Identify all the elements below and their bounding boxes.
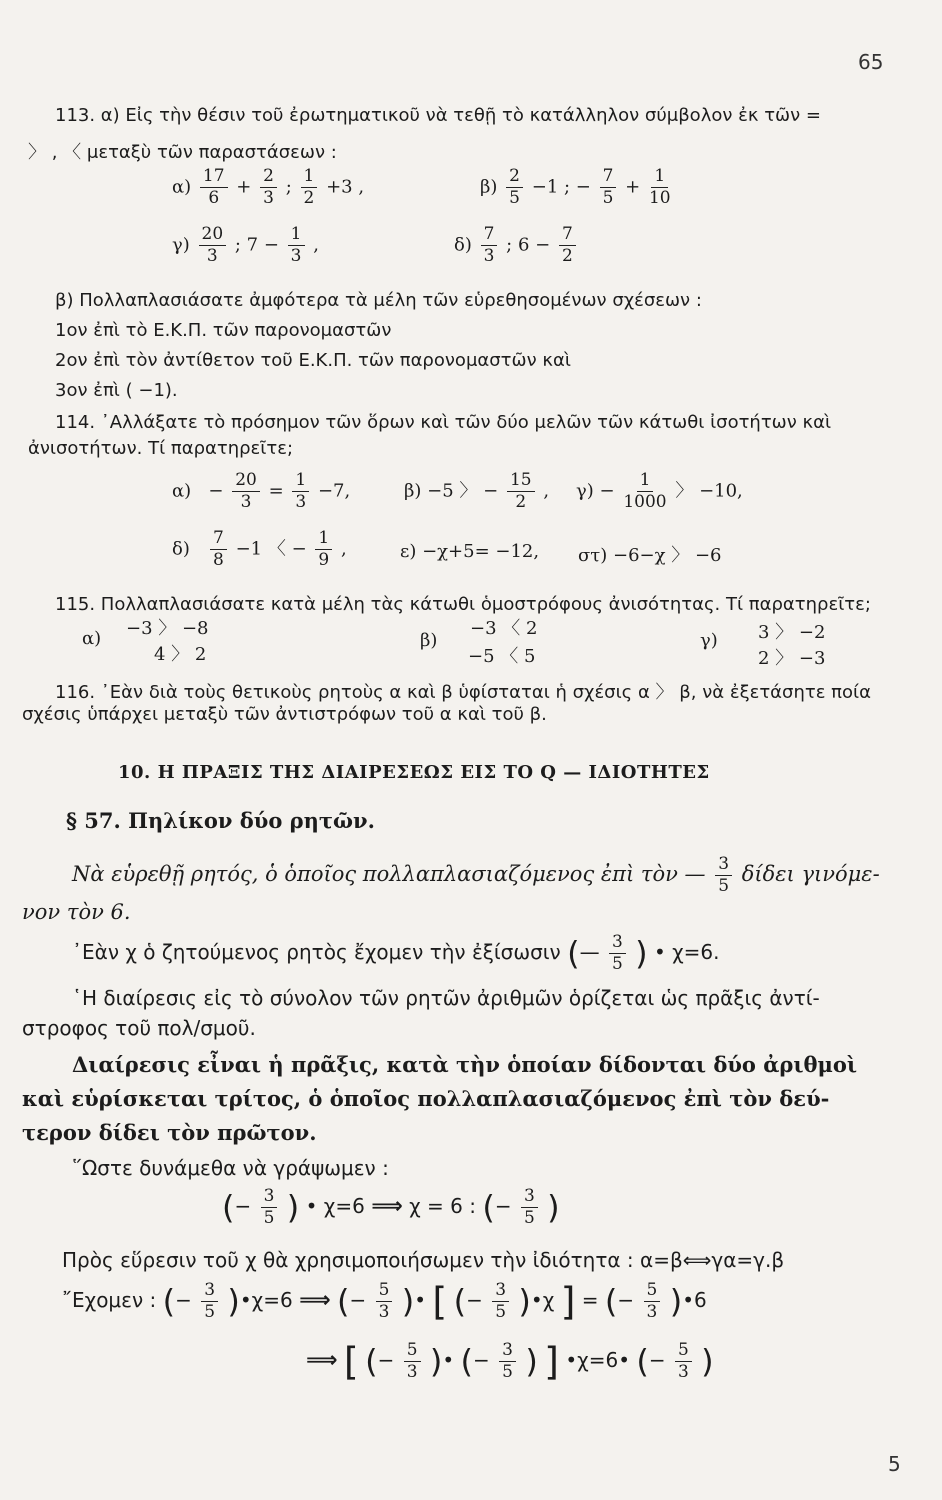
equation-2: ῎Εχομεν : (− $\frac{3}{5}$ )•χ=6 ⟹ (− $\frac{5}{3}$ )• [ (− $\frac{3}{5}$ )•χ ] = (− $\frac{5}{3}$ )•6: [62, 1279, 707, 1324]
bold-definition-line3: τερον δίδει τὸν πρῶτον.: [22, 1120, 317, 1145]
section-heading: § 57. Πηλίκον δύο ρητῶν.: [66, 808, 375, 833]
ex115-b2: −5 〈 5: [468, 646, 536, 667]
definition-line1: ῾Η διαίρεσις εἰς τὸ σύνολον τῶν ρητῶν ἀριθμῶν ὁρίζεται ὡς πρᾶξις ἀντί-: [72, 986, 820, 1010]
fraction: $\frac{17}{6}$: [200, 168, 228, 207]
fraction: $\frac{1}{2}$: [301, 168, 318, 207]
ex114-line2: ἀνισοτήτων. Τί παρατηρεῖτε;: [28, 438, 294, 459]
ex114-e: ε) −χ+5= −12,: [400, 541, 540, 562]
property-line: Πρὸς εὕρεσιν τοῦ χ θὰ χρησιμοποιήσωμεν τὴν ἰδιότητα : α=β⟺γα=γ.β: [62, 1248, 785, 1272]
ex115-g-label: γ): [700, 630, 718, 651]
ex115-a1: −3 〉 −8: [126, 618, 209, 639]
ex115-line1: 115. Πολλαπλασιάσατε κατὰ μέλη τὰς κάτωθι ὁμοστρόφους ἀνισότητας. Τί παρατηρεῖτε;: [55, 594, 871, 615]
ex115-a2: 4 〉 2: [154, 644, 207, 665]
definition-line2: στροφος τοῦ πολ/σμοῦ.: [22, 1016, 256, 1040]
ex114-a: α) − $\frac{20}{3}$ = $\frac{1}{3}$ −7,: [172, 470, 351, 512]
ex113-beta: β) Πολλαπλασιάσατε ἀμφότερα τὰ μέλη τῶν εὑρεθησομένων σχέσεων :: [55, 290, 702, 311]
ex114-st: στ) −6−χ 〉 −6: [578, 545, 722, 566]
ex113-a: α) $\frac{17}{6}$ + $\frac{2}{3}$ ; $\frac{1}{2}$ +3 ,: [172, 166, 365, 208]
ex113-step1: 1ον ἐπὶ τὸ Ε.Κ.Π. τῶν παρονομαστῶν: [55, 320, 392, 341]
ex113-step3: 3ον ἐπὶ ( −1).: [55, 380, 178, 401]
equation-intro: ᾿Εὰν χ ὁ ζητούμενος ρητὸς ἔχομεν τὴν ἐξίσωσιν (— $\frac{3}{5}$ ) • χ=6.: [72, 932, 720, 974]
ex114-d: δ) $\frac{7}{8}$ −1 〈 − $\frac{1}{9}$ ,: [172, 528, 347, 570]
ex113-line1: 113. α) Εἰς τὴν θέσιν τοῦ ἐρωτηματικοῦ νὰ τεθῇ τὸ κατάλληλον σύμβολον ἐκ τῶν =: [55, 105, 821, 126]
fraction: $\frac{2}{3}$: [260, 168, 277, 207]
implies-icon: ⟹: [371, 1194, 403, 1219]
ex113-step2: 2ον ἐπὶ τὸν ἀντίθετον τοῦ Ε.Κ.Π. τῶν παρονομαστῶν καὶ: [55, 350, 571, 371]
ex116-line2: σχέσις ὑπάρχει μεταξὺ τῶν ἀντιστρόφων τοῦ α καὶ τοῦ β.: [22, 704, 547, 725]
ex116-line1: 116. ᾿Εὰν διὰ τοὺς θετικοὺς ρητοὺς α καὶ β ὑφίσταται ἡ σχέσις α 〉 β, νὰ ἐξετάσητε ποία: [55, 682, 871, 703]
bold-definition-line1: Διαίρεσις εἶναι ἡ πρᾶξις, κατὰ τὴν ὁποίαν δίδονται δύο ἀριθμοὶ: [72, 1052, 858, 1077]
ex114-line1: 114. ᾿Αλλάξατε τὸ πρόσημον τῶν ὅρων καὶ τῶν δύο μελῶν τῶν κάτωθι ἰσοτήτων καὶ: [55, 412, 832, 433]
ex115-g2: 2 〉 −3: [758, 648, 826, 669]
ex113-g: γ) $\frac{20}{3}$ ; 7 − $\frac{1}{3}$ ,: [172, 224, 319, 266]
page-number-top: 65: [858, 50, 884, 74]
ex115-a-label: α): [82, 628, 102, 649]
ex115-g1: 3 〉 −2: [758, 622, 826, 643]
item-label: α): [172, 176, 192, 198]
page-number-bottom: 5: [888, 1452, 901, 1476]
ex113-line2: 〉 , 〈 μεταξὺ τῶν παραστάσεων :: [28, 142, 337, 163]
equation-1: (− $\frac{3}{5}$ ) • χ=6 ⟹ χ = 6 : (− $\frac{3}{5}$ ): [222, 1186, 560, 1228]
problem-line2: νον τὸν 6.: [22, 900, 131, 924]
implies-icon: ⟹: [306, 1348, 338, 1373]
ex115-b-label: β): [420, 630, 438, 651]
ex115-b1: −3 〈 2: [470, 618, 538, 639]
chapter-heading: 10. Η ΠΡΑΞΙΣ ΤΗΣ ΔΙΑΙΡΕΣΕΩΣ ΕΙΣ ΤΟ Q — ΙΔΙΟΤΗΤΕΣ: [118, 762, 710, 783]
implies-icon: ⟹: [299, 1288, 331, 1313]
hence-line: ῞Ωστε δυνάμεθα νὰ γράψωμεν :: [72, 1156, 389, 1180]
ex114-b: β) −5 〉 − $\frac{15}{2}$ ,: [404, 470, 550, 512]
bold-definition-line2: καὶ εὑρίσκεται τρίτος, ὁ ὁποῖος πολλαπλασιαζόμενος ἐπὶ τὸν δεύ-: [22, 1086, 830, 1111]
equation-3: ⟹ [ (− $\frac{5}{3}$ )• (− $\frac{3}{5}$ ) ] •χ=6• (− $\frac{5}{3}$ ): [306, 1339, 714, 1384]
ex113-b: β) $\frac{2}{5}$ −1 ; − $\frac{7}{5}$ + $\frac{1}{10}$: [480, 166, 671, 208]
problem-line1: Νὰ εὑρεθῇ ρητός, ὁ ὁποῖος πολλαπλασιαζόμενος ἐπὶ τὸν — $\frac{3}{5}$ δίδει γινόμε-: [72, 854, 880, 896]
ex113-d: δ) $\frac{7}{3}$ ; 6 − $\frac{7}{2}$: [454, 226, 579, 265]
ex114-g: γ) − $\frac{1}{1000}$ 〉 −10,: [576, 470, 743, 512]
